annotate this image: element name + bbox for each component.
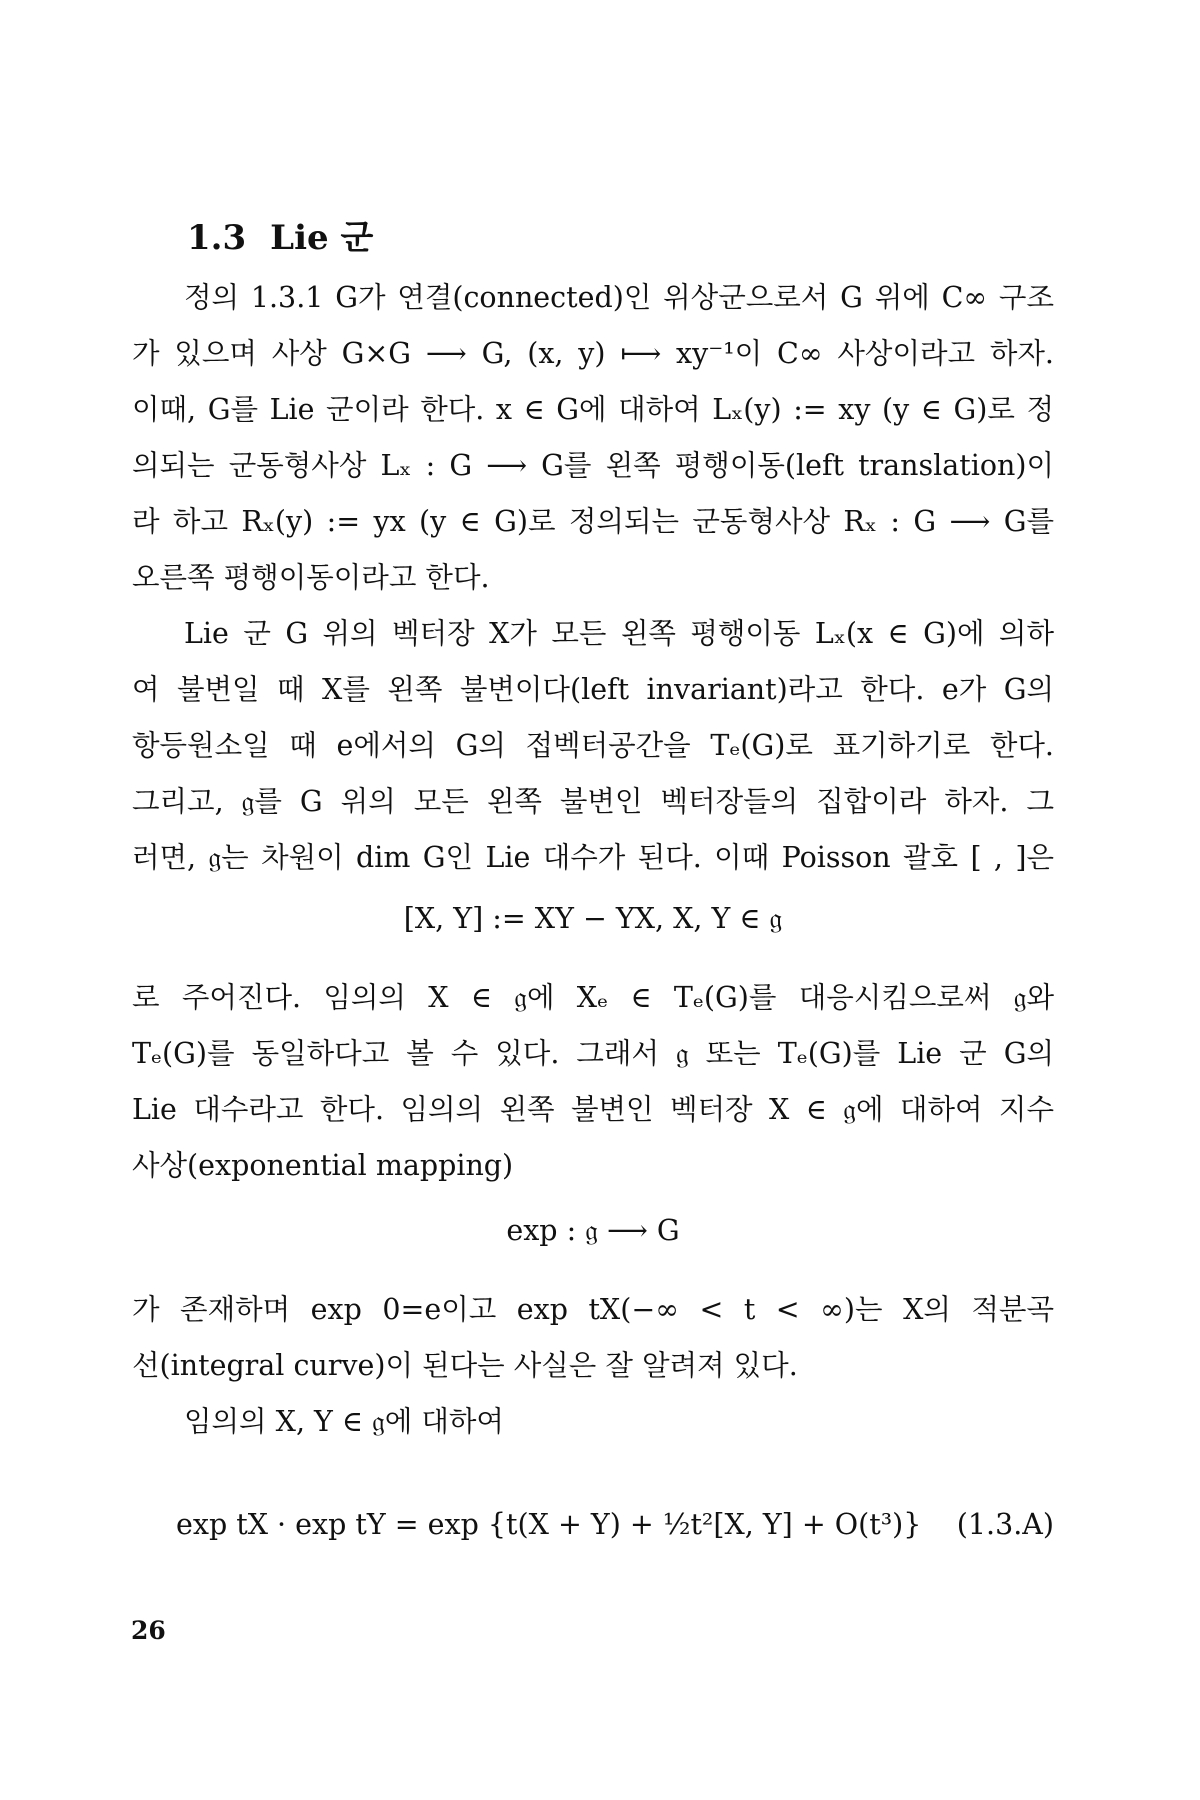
text-line: 선(integral curve)이 된다는 사실은 잘 알려져 있다. — [132, 1349, 798, 1382]
definition-paragraph — [132, 270, 1054, 606]
text-line: 항등원소일 때 e에서의 G의 접벡터공간을 Tₑ(G)로 표기하기로 한다. — [132, 729, 1054, 762]
section-number: 1.3 — [187, 218, 247, 258]
text-line: 이때, G를 Lie 군이라 한다. x ∈ G에 대하여 Lₓ(y) := xy (y ∈ G)로 정 — [132, 393, 1054, 426]
text-line: 로 주어진다. 임의의 X ∈ 𝔤에 Xₑ ∈ Tₑ(G)를 대응시킴으로써 𝔤와 — [132, 981, 1054, 1014]
lie-algebra-paragraph — [132, 606, 1054, 886]
exponential-product-equation — [176, 1478, 1054, 1574]
section-title: Lie 군 — [270, 218, 374, 258]
section-heading — [187, 210, 373, 259]
equation-tag: (1.3.A) — [956, 1508, 1054, 1541]
text-line: 그리고, 𝔤를 G 위의 모든 왼쪽 불변인 벡터장들의 집합이라 하자. 그 — [132, 785, 1054, 818]
text-line: 가 있으며 사상 G×G ⟶ G, (x, y) ⟼ xy⁻¹이 C∞ 사상이라고 하자. — [132, 337, 1054, 370]
text-line: Lie 군 G 위의 벡터장 X가 모든 왼쪽 평행이동 Lₓ(x ∈ G)에 의하 — [184, 617, 1054, 650]
text-line: 여 불변일 때 X를 왼쪽 불변이다(left invariant)라고 한다. e가 G의 — [132, 673, 1054, 706]
text-line: 의되는 군동형사상 Lₓ : G ⟶ G를 왼쪽 평행이동(left translation)이 — [132, 449, 1054, 482]
text-line: 가 존재하며 exp 0=e이고 exp tX(−∞ < t < ∞)는 X의 적분곡 — [132, 1293, 1054, 1326]
equation-expression: exp tX · exp tY = exp {t(X + Y) + ½t²[X, Y] + O(t³)} — [176, 1508, 922, 1541]
text-line: 오른쪽 평행이동이라고 한다. — [132, 561, 490, 594]
text-line: 라 하고 Rₓ(y) := yx (y ∈ G)로 정의되는 군동형사상 Rₓ : G ⟶ G를 — [132, 505, 1054, 538]
integral-curve-paragraph — [132, 1282, 1054, 1450]
identification-paragraph — [132, 970, 1054, 1194]
text-line: Lie 대수라고 한다. 임의의 왼쪽 불변인 벡터장 X ∈ 𝔤에 대하여 지수 — [132, 1093, 1054, 1126]
text-line: 정의 1.3.1 G가 연결(connected)인 위상군으로서 G 위에 C∞ 구조 — [184, 281, 1054, 314]
poisson-bracket-equation: [X, Y] := XY − YX, X, Y ∈ 𝔤 — [403, 902, 783, 935]
text-line: 임의의 X, Y ∈ 𝔤에 대하여 — [184, 1405, 504, 1438]
page-number: 26 — [131, 1616, 166, 1645]
text-line: 러면, 𝔤는 차원이 dim G인 Lie 대수가 된다. 이때 Poisson 괄호 [ , ]은 — [132, 841, 1054, 874]
text-line: Tₑ(G)를 동일하다고 볼 수 있다. 그래서 𝔤 또는 Tₑ(G)를 Lie 군 G의 — [132, 1037, 1054, 1070]
exponential-map-equation: exp : 𝔤 ⟶ G — [506, 1214, 680, 1247]
text-line: 사상(exponential mapping) — [132, 1149, 514, 1182]
